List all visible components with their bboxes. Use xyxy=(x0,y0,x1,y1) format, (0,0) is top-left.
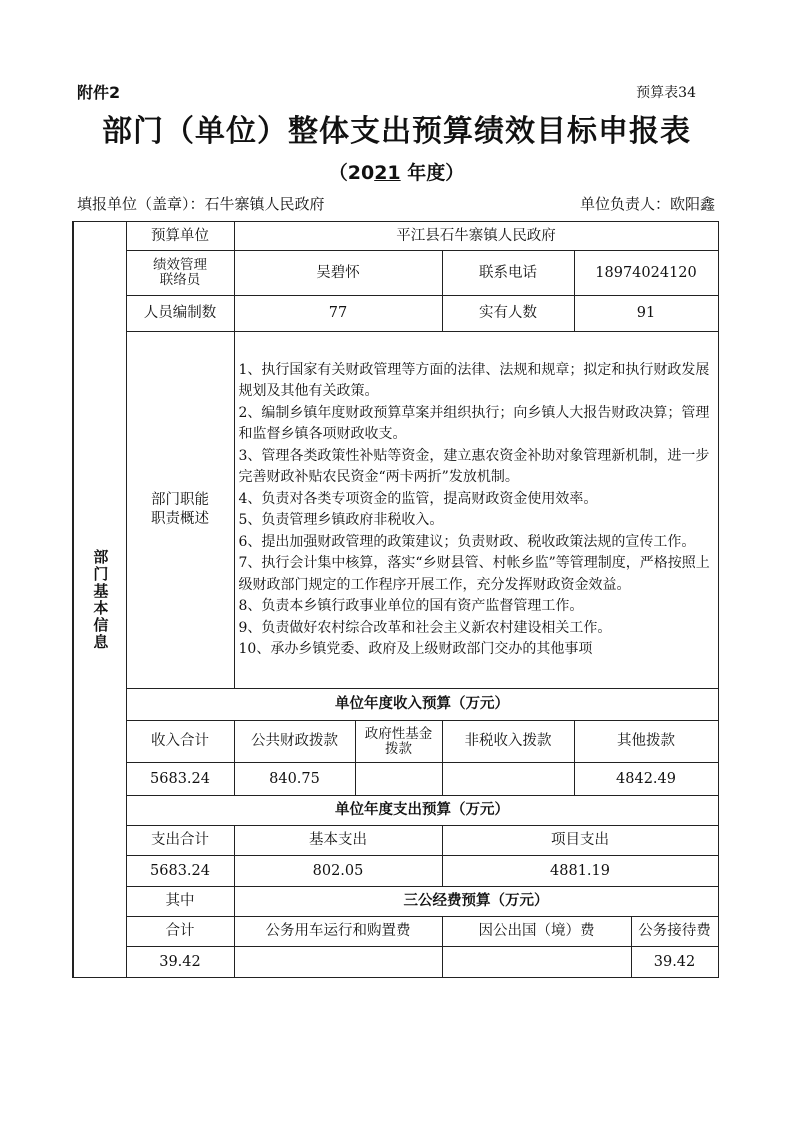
duty-item: 5、负责管理乡镇政府非税收入。 xyxy=(238,512,444,528)
duties-label: 部门职能职责概述 xyxy=(151,492,209,527)
table-row xyxy=(73,332,718,689)
expense-header: 基本支出 xyxy=(234,826,442,856)
form-number: 预算表34 xyxy=(636,85,696,101)
sangong-title: 三公经费预算（万元） xyxy=(234,887,718,917)
expense-value: 5683.24 xyxy=(126,856,234,887)
table-row xyxy=(73,689,718,721)
year-prefix: （20 xyxy=(328,162,375,184)
income-value xyxy=(442,763,574,796)
sangong-value xyxy=(442,947,631,978)
duty-item: 2、编制乡镇年度财政预算草案并组织执行；向乡镇人大报告财政决算；管理和监督乡镇各项财政收支。 xyxy=(238,404,710,442)
table-row xyxy=(73,947,718,978)
table-row xyxy=(73,251,718,296)
sangong-value: 39.42 xyxy=(631,947,718,978)
staff-quota-value: 77 xyxy=(234,296,442,332)
expense-title: 单位年度支出预算（万元） xyxy=(126,796,718,826)
income-header: 公共财政拨款 xyxy=(234,721,355,763)
contact-label: 绩效管理联络员 xyxy=(153,257,207,288)
expense-header: 支出合计 xyxy=(126,826,234,856)
side-label: 部门基本信息 xyxy=(73,222,126,978)
unit-head: 单位负责人：欧阳鑫 xyxy=(579,195,715,213)
income-header: 政府性基金拨款 xyxy=(364,725,433,757)
table-row xyxy=(73,917,718,947)
table-row xyxy=(73,763,718,796)
duties-list xyxy=(234,332,718,689)
expense-value: 4881.19 xyxy=(442,856,718,887)
sangong-header: 公务用车运行和购置费 xyxy=(234,917,442,947)
sangong-header: 公务接待费 xyxy=(631,917,718,947)
table-row xyxy=(73,887,718,917)
staff-actual-label: 实有人数 xyxy=(442,296,574,332)
income-title: 单位年度收入预算（万元） xyxy=(126,689,718,721)
income-value: 840.75 xyxy=(234,763,355,796)
phone-label: 联系电话 xyxy=(442,251,574,296)
phone-value: 18974024120 xyxy=(574,251,718,296)
of-which-label: 其中 xyxy=(126,887,234,917)
table-row xyxy=(73,826,718,856)
year-label xyxy=(0,158,793,185)
income-value: 4842.49 xyxy=(574,763,718,796)
sangong-header: 合计 xyxy=(126,917,234,947)
expense-header: 项目支出 xyxy=(442,826,718,856)
duty-item: 8、负责本乡镇行政事业单位的国有资产监督管理工作。 xyxy=(238,598,584,614)
sangong-value: 39.42 xyxy=(126,947,234,978)
contact-value: 吴碧怀 xyxy=(234,251,442,296)
budget-form-table xyxy=(72,221,719,978)
sangong-value xyxy=(234,947,442,978)
income-header: 其他拨款 xyxy=(574,721,718,763)
duty-item: 4、负责对各类专项资金的监管，提高财政资金使用效率。 xyxy=(238,490,598,507)
table-row xyxy=(73,796,718,826)
duty-item: 6、提出加强财政管理的政策建议；负责财政、税收政策法规的宣传工作。 xyxy=(238,533,696,550)
budget-unit-label: 预算单位 xyxy=(126,222,234,251)
table-row xyxy=(73,296,718,332)
duty-item: 10、承办乡镇党委、政府及上级财政部门交办的其他事项 xyxy=(238,641,593,657)
page-title: 部门（单位）整体支出预算绩效目标申报表 xyxy=(102,114,691,149)
staff-quota-label: 人员编制数 xyxy=(126,296,234,332)
table-row xyxy=(73,222,718,251)
table-row xyxy=(73,721,718,763)
filling-unit: 填报单位（盖章）：石牛寨镇人民政府 xyxy=(77,195,325,213)
duty-item: 7、执行会计集中核算，落实“乡财县管、村帐乡监”等管理制度，严格按照上级财政部门规定的工作程序开展工作，充分发挥财政资金效益。 xyxy=(238,555,710,593)
attachment-label: 附件2 xyxy=(77,83,121,102)
duty-item: 1、执行国家有关财政管理等方面的法律、法规和规章；拟定和执行财政发展规划及其他有关政策。 xyxy=(238,361,710,399)
income-value: 5683.24 xyxy=(126,763,234,796)
expense-value: 802.05 xyxy=(234,856,442,887)
year-value: 21 xyxy=(374,162,401,184)
sangong-header: 因公出国（境）费 xyxy=(442,917,631,947)
table-row xyxy=(73,856,718,887)
year-suffix: 年度） xyxy=(400,162,465,184)
budget-unit-value: 平江县石牛寨镇人民政府 xyxy=(234,222,718,251)
income-value xyxy=(355,763,442,796)
duty-item: 3、管理各类政策性补贴等资金，建立惠农资金补助对象管理新机制，进一步完善财政补贴农民资金“两卡两折”发放机制。 xyxy=(238,447,710,485)
income-header: 非税收入拨款 xyxy=(442,721,574,763)
staff-actual-value: 91 xyxy=(574,296,718,332)
income-header: 收入合计 xyxy=(126,721,234,763)
duty-item: 9、负责做好农村综合改革和社会主义新农村建设相关工作。 xyxy=(238,619,612,636)
